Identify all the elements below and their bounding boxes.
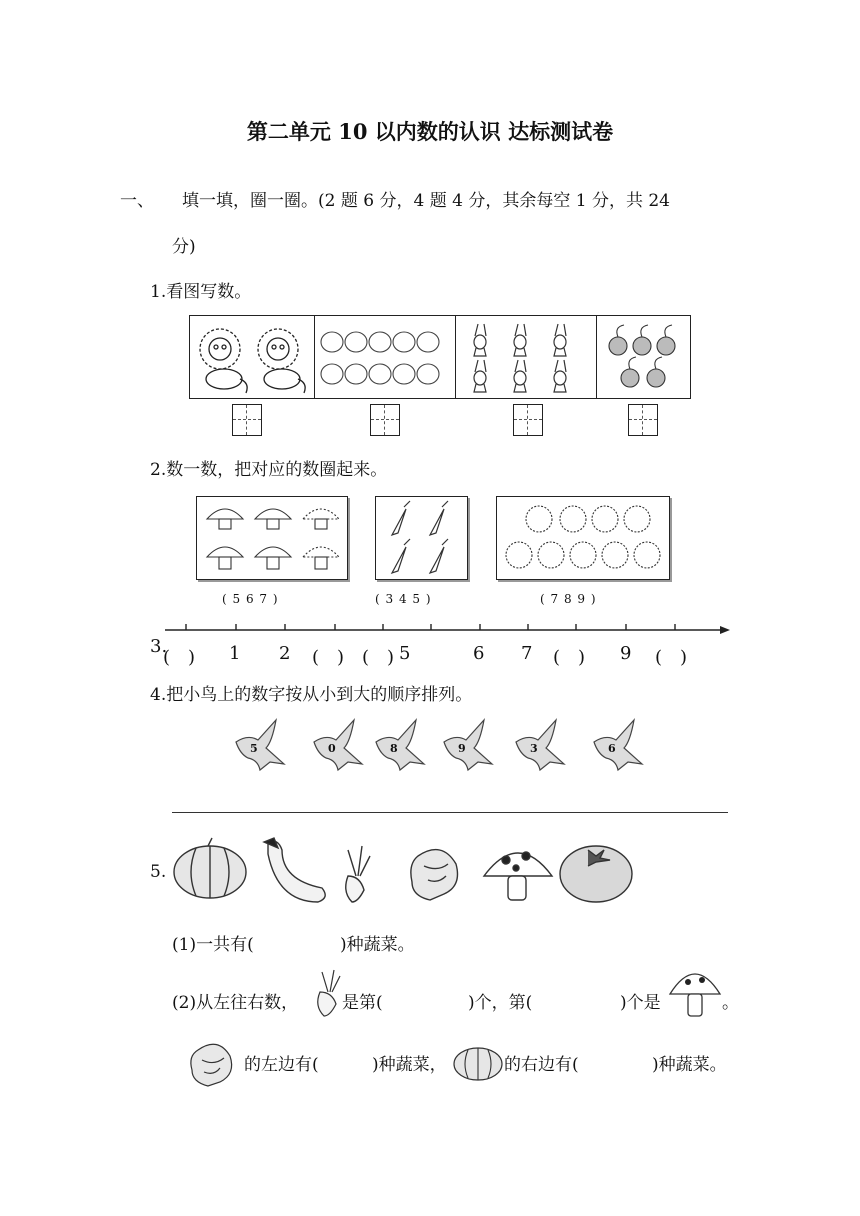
q5-2-text-d: )个是	[620, 993, 661, 1013]
nl-slot-5[interactable]: ( )	[655, 647, 688, 668]
cabbage-icon	[411, 850, 458, 900]
nl-slot-1[interactable]: ( )	[163, 647, 196, 668]
nl-num-5: 5	[399, 643, 411, 664]
q5-3-text-a: 的左边有(	[244, 1055, 319, 1075]
bird-icon	[512, 716, 572, 774]
options-mushrooms[interactable]: ( 5 6 7 )	[222, 592, 279, 606]
q5-3-text-c: 的右边有(	[504, 1055, 579, 1075]
section-instruction-cont: 分)	[172, 237, 196, 257]
q5-2-text-c: )个，第(	[468, 993, 533, 1013]
q1-picture-box	[189, 315, 691, 399]
answer-box-lions[interactable]	[232, 404, 262, 436]
section-number: 一、	[120, 191, 154, 211]
mushroom-icons	[201, 501, 343, 577]
nl-num-9: 9	[620, 643, 632, 664]
section-instruction: 填一填，圈一圈。(2 题 6 分，4 题 4 分，其余每空 1 分，共 24	[182, 191, 670, 211]
bird-icon	[440, 716, 500, 774]
nl-num-1: 1	[229, 643, 241, 664]
mushroom-box	[196, 496, 348, 580]
page-title: 第二单元 10 以内数的认识 达标测试卷	[246, 119, 614, 144]
nl-slot-4[interactable]: ( )	[553, 647, 586, 668]
q5-3-text-b: )种蔬菜，	[372, 1055, 447, 1075]
q5-2-text-e: 。	[722, 993, 739, 1013]
radish-icon	[312, 970, 342, 1016]
q4-label: 4.把小鸟上的数字按从小到大的顺序排列。	[150, 685, 473, 705]
bird-icon	[310, 716, 370, 774]
cabbage-icon	[190, 1040, 236, 1084]
radish-icon	[346, 846, 370, 902]
q2-label: 2.数一数，把对应的数圈起来。	[150, 460, 388, 480]
q5-2-text-b: 是第(	[342, 993, 383, 1013]
q3-label: 3.	[150, 636, 168, 657]
bird-number: 9	[458, 742, 466, 755]
q5-1-text-end: )种蔬菜。	[340, 935, 415, 955]
vegetable-row	[172, 836, 634, 906]
eggplant-icon	[264, 838, 325, 902]
carrot-box	[375, 496, 468, 580]
bird-icon	[232, 716, 292, 774]
nl-num-2: 2	[279, 643, 291, 664]
pumpkin-icon	[452, 1042, 504, 1082]
bird-number: 8	[390, 742, 398, 755]
tomato-icon	[560, 846, 632, 902]
mushroom-icon	[484, 852, 552, 900]
options-flowers[interactable]: ( 7 8 9 )	[540, 592, 597, 606]
q5-1-text: (1)一共有(	[172, 935, 254, 955]
answer-line[interactable]	[172, 812, 728, 813]
q5-3-text-d: )种蔬菜。	[652, 1055, 727, 1075]
answer-box-pigs[interactable]	[370, 404, 400, 436]
answer-box-onions[interactable]	[628, 404, 658, 436]
number-line	[165, 622, 730, 638]
q1-label: 1.看图写数。	[150, 282, 252, 302]
bird-icon	[590, 716, 650, 774]
lion-icons	[194, 321, 312, 393]
options-carrots[interactable]: ( 3 4 5 )	[375, 592, 432, 606]
nl-num-6: 6	[473, 643, 485, 664]
answer-box-rabbits[interactable]	[513, 404, 543, 436]
onion-icons	[604, 322, 684, 392]
nl-slot-2[interactable]: ( )	[312, 647, 345, 668]
rabbit-icons	[466, 320, 586, 394]
mushroom-icon	[668, 966, 722, 1018]
flower-box	[496, 496, 670, 580]
q5-2-text: (2)从左往右数，	[172, 993, 299, 1013]
bird-number: 6	[608, 742, 616, 755]
nl-num-7: 7	[521, 643, 533, 664]
flower-icons	[503, 501, 663, 577]
pumpkin-icon	[174, 838, 246, 898]
carrot-icons	[382, 501, 462, 577]
pig-icons	[320, 326, 450, 390]
nl-slot-3[interactable]: ( )	[362, 647, 395, 668]
bird-number: 3	[530, 742, 538, 755]
q5-label: 5.	[150, 862, 167, 882]
bird-icon	[372, 716, 432, 774]
bird-number: 0	[328, 742, 336, 755]
bird-number: 5	[250, 742, 258, 755]
